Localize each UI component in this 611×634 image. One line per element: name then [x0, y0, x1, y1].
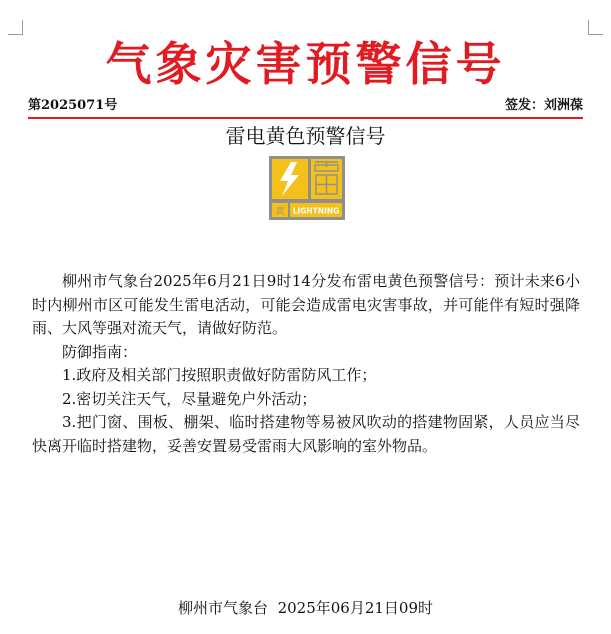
- warning-content: [32, 270, 580, 458]
- red-divider: [28, 117, 583, 119]
- footer-issuer: 柳州市气象台: [178, 599, 269, 617]
- guide-item: 2.密切关注天气，尽量避免户外活动；: [62, 389, 317, 408]
- page-corner-mark-right: [588, 20, 603, 35]
- icon-english-label: LIGHTNING: [292, 206, 340, 216]
- lightning-yellow-warning-icon: [269, 156, 345, 220]
- intro-paragraph: 柳州市气象台2025年6月21日9时14分发布雷电黄色预警信号：预计未来6小时内柳州市区可能发生雷电活动，可能会造成雷电灾害事故，并可能伴有短时强降雨、大风等强对流天气，请做好防范。: [32, 272, 580, 337]
- guide-heading: 防御指南：: [62, 342, 138, 361]
- page-corner-mark-left: [8, 20, 23, 35]
- document-title: 气象灾害预警信号: [105, 37, 506, 91]
- footer-datetime: 2025年06月21日09时: [277, 599, 433, 617]
- footer: [0, 596, 611, 620]
- guide-item: 3.把门窗、围板、棚架、临时搭建物等易被风吹动的搭建物固紧，人员应当尽快离开临时搭建物，妥善安置易受雷雨大风影响的室外物品。: [32, 413, 580, 455]
- guide-item: 1.政府及相关部门按照职责做好防雷防风工作；: [62, 366, 377, 384]
- issue-number: 第2025071号: [28, 98, 118, 113]
- icon-level-char: 黄: [275, 207, 285, 217]
- signer: 签发：刘洲葆: [504, 98, 583, 113]
- warning-title: 雷电黄色预警信号: [225, 124, 386, 148]
- issue-line: [28, 96, 583, 116]
